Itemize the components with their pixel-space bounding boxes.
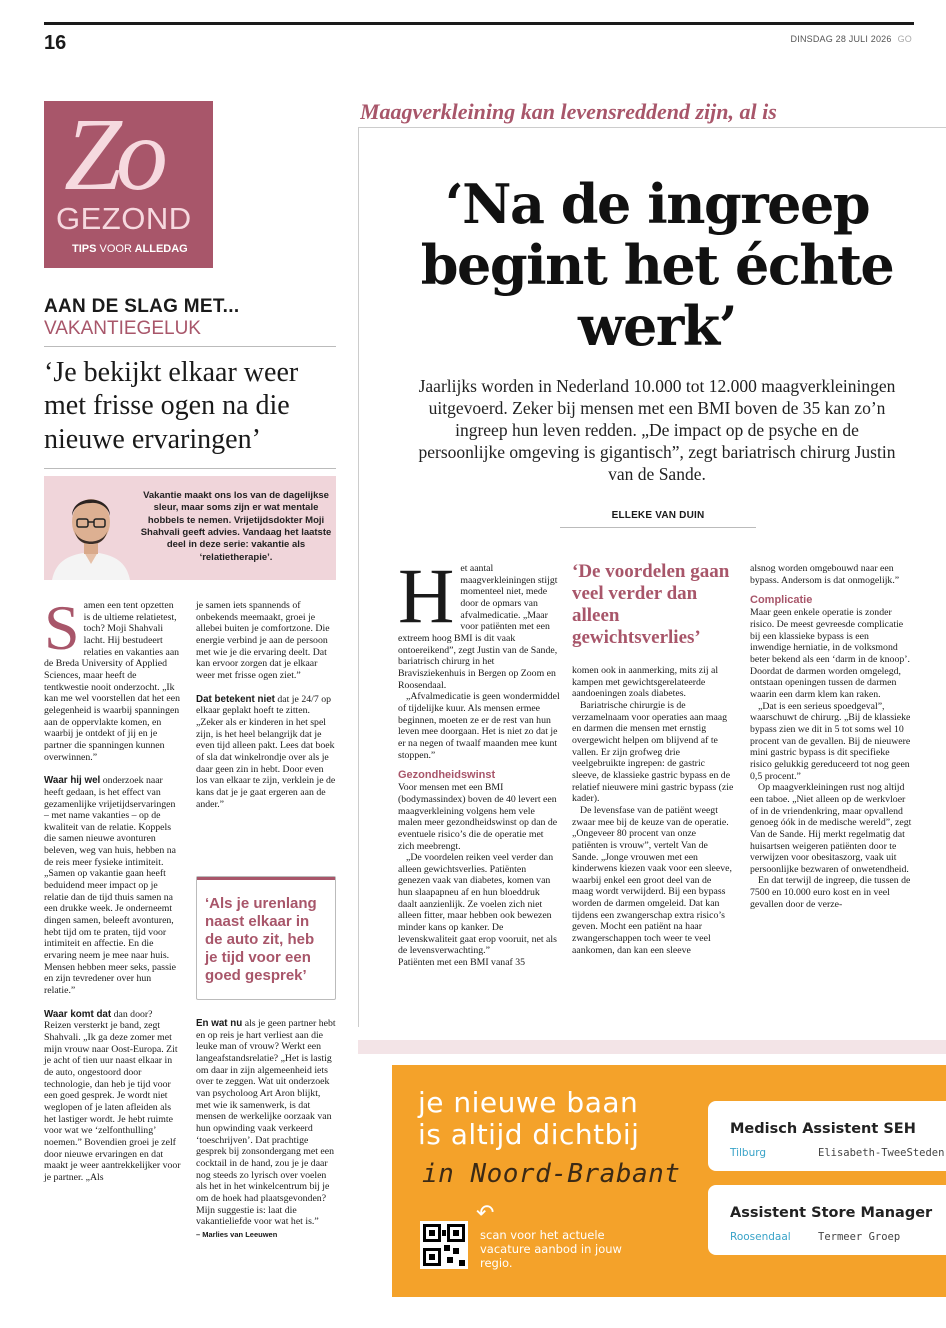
paragraph: Voor mensen met een BMI (bodymassindex) boven de 40 levert een maagverkleining volgens hem vele malen meer gezondheidswinst op dan de eventuele risico’s die de operatie met zich meebrengt. bbox=[398, 782, 558, 852]
left-column-1 bbox=[44, 592, 182, 1184]
job-location: Roosendaal bbox=[730, 1231, 791, 1243]
paragraph: et aantal maagverkleiningen stijgt momenteel niet, mede door de opmars van afvalmedicatie. „Maar voor patiënten met een extreem hoog BMI is dit vaak ontoereikend”, zegt Justin van de Sande, bariatrisch chirurg in het Bravisziekenhuis in Bergen op Zoom en Roosendaal. bbox=[398, 563, 558, 691]
job-card[interactable] bbox=[708, 1101, 946, 1171]
lead-in: Waar hij wel bbox=[44, 775, 101, 787]
article-column-2 bbox=[572, 665, 734, 956]
section-mark: GO bbox=[897, 34, 912, 44]
author-credit: – Marlies van Leeuwen bbox=[196, 1229, 278, 1239]
divider bbox=[44, 346, 336, 347]
paragraph: En dat terwijl de ingreep, die tussen de 7500 en 10.000 euro kost en in veel gevallen door de verze- bbox=[750, 875, 911, 910]
paragraph: „De voordelen reiken veel verder dan alleen gewichtsverlies. Patiënten genezen vaak van diabetes, komen van hun slaapapneu af en hun bloeddruk daalt aanzienlijk. Ze voelen zich niet alleen fitter, maar hebben ook bewezen minder kans op kanker. De levenskwaliteit gaat erop vooruit, net als de levensverwachting.” bbox=[398, 852, 557, 957]
paragraph bbox=[196, 694, 336, 811]
paragraph-text: als je geen partner hebt en op reis je hart verliest aan die leuke man of vrouw? Werkt een langeafstandsrelatie? „Het is lastig om daar in zijn algemeenheid iets over te zeggen. Wat uit onderzoek van psycholoog Art Aron blijkt, met wie ik samenwerk, is dat mensen de werkelijke oorzaak van hun opwinding vaak verkeerd ‘toeschrijven’. Dat prachtige gesprek bij zonsondergang met een cocktail in de hand, zou je je daar nog steeds zo lyrisch over voelen als het in het winkelcentrum bij je om de hoek had plaatsgevonden? Mijn suggestie is: laat die vakantieliefde voor wat het is.” bbox=[196, 1018, 336, 1228]
article-byline: ELLEKE VAN DUIN bbox=[560, 510, 756, 528]
intro-text: Vakantie maakt ons los van de dagelijkse sleur, maar soms zijn er wat mentale hobbels te nemen. Vrijetijdsdokter Moji Shahvali geeft advies. Vandaag het laatste deel in deze serie: vakantie als ‘relatietherapie’. bbox=[140, 490, 332, 563]
dropcap: H bbox=[398, 552, 455, 639]
ad-headline-line1: je nieuwe baan bbox=[418, 1086, 639, 1119]
date: DINSDAG 28 JULI 2026 bbox=[790, 34, 892, 44]
paragraph: je samen iets spannends of onbekends meemaakt, groei je allebei buiten je comfortzone. Die energie verbind je aan de persoon met wie je die ervaring deelt. Dat kan ervoor zorgen dat je elkaar weer met frisse ogen ziet.” bbox=[196, 600, 330, 681]
left-headline: ‘Je bekijkt elkaar weer met frisse ogen na die nieuwe ervaringen’ bbox=[44, 357, 299, 455]
ad-headline bbox=[418, 1087, 639, 1152]
qr-code-icon[interactable] bbox=[420, 1221, 468, 1269]
article-deck: Jaarlijks worden in Nederland 10.000 tot 12.000 maagverkleiningen uitgevoerd. Zeker bij mensen met een BMI boven de 35 kan zo’n ingreep hun leven redden. „De impact op de psyche en de persoonlijke omgeving is gigantisch”, zegt bariatrisch chirurg Justin van de Sande. bbox=[418, 376, 896, 484]
job-location: Tilburg bbox=[730, 1147, 767, 1159]
paragraph: alsnog worden omgebouwd naar een bypass. Andersom is dat onmogelijk.” bbox=[750, 563, 900, 586]
intro-box bbox=[44, 476, 336, 580]
article-headline: ‘Na de ingreep begint het échte werk’ bbox=[420, 172, 894, 359]
paragraph: Patiënten met een BMI vanaf 35 bbox=[398, 957, 526, 969]
paragraph-text: dan door? Reizen versterkt je band, zegt Shahvali. „Ik ga deze zomer met mijn vrouw naar Oost-Europa. Zit je acht of tien uur naast elkaar in de auto, ongestoord door technologie, dan heb je tijd voor een goed gesprek. Je wordt niet weglopen of je laten afleiden als het lastiger wordt. Je hebt ruimte voor wat we ‘zelfonthulling’ noemen.” Bovendien groei je zelf door nieuwe ervaringen en dat maakt je weer aantrekkelijker voor je partner. „Als bbox=[44, 1008, 181, 1183]
logo-tagline bbox=[72, 243, 188, 255]
paragraph: Maar geen enkele operatie is zonder risico. De meest gevreesde complicatie bij een klassieke bypass is een inwendige herniatie, in de volksmond beter bekend als een ‘darm in de knoop’. Doordat de darmen worden omgelegd, ontstaan openingen tussen de darmen waarin een darm klem kan raken. bbox=[750, 607, 910, 700]
job-title: Medisch Assistent SEH bbox=[730, 1121, 916, 1137]
divider-bar bbox=[358, 1040, 946, 1054]
paragraph: „Dat is een serieus spoedgeval”, waarschuwt de chirurg. „Bij de klassieke bypass zien we dit in 5 tot soms wel 10 procent van de gevallen. Bij de nieuwere mini gastric bypass is dit specifieke risico gelukkig gereduceerd tot nog geen 0,5 procent.” bbox=[750, 700, 911, 782]
top-rule bbox=[44, 22, 914, 25]
logo-zo: Zo bbox=[64, 101, 162, 212]
paragraph bbox=[44, 1009, 182, 1184]
pull-quote-article: ‘De voordelen gaan veel verder dan alleen gewichtsverlies’ bbox=[572, 561, 730, 648]
avatar bbox=[48, 482, 134, 580]
lead-in: Dat betekent niet bbox=[196, 693, 275, 705]
paragraph: Op maagverkleiningen rust nog altijd een taboe. „Niet alleen op de werkvloer of in de vriendenkring, maar opvallend genoeg óók in de medische wereld”, zegt Van de Sande. Hij merkt regelmatig dat huisartsen weigeren patiënten door te verwijzen voor obesitaszorg, vaak uit persoonlijke bezwaren of onwetendheid. bbox=[750, 782, 912, 875]
article-column-1 bbox=[398, 552, 560, 969]
job-card[interactable] bbox=[708, 1185, 946, 1255]
left-kicker-sub: VAKANTIEGELUK bbox=[44, 318, 201, 339]
paragraph-text: dat je 24/7 op elkaar geplakt hoeft te zitten. „Zeker als er kinderen in het spel zijn, is het heel belangrijk dat je even tijd alleen pakt. Lees dat boek of sla dat winkelrondje over als je daar geen zin in hebt. Door even los van elkaar te zijn, verklein je de kans dat je je gaat ergeren aan de ander.” bbox=[196, 693, 336, 810]
paragraph-text: onderzoek naar heeft gedaan, is het effect van gezamenlijke vrijetijdservaringen – met name vakanties – op de kwaliteit van de relatie. Koppels die samen nieuwe avonturen beleven, weg van huis, hebben na de reis meer fysieke intimiteit. „Samen op vakantie gaan heeft beduidend meer impact op je relatie dan de tijd thuis samen na een drukke week. Je onderneemt dingen samen, beleeft avonturen, hebt tijd om te praten, tijd voor intimiteit en affectie. En die ervaring neem je mee naar huis. Mensen hebben meer seks, passie en zijn tevredener over hun relatie.” bbox=[44, 775, 176, 996]
tagline-alledag: ALLEDAG bbox=[131, 243, 188, 255]
lead-in: En wat nu bbox=[196, 1018, 243, 1029]
job-advertisement[interactable] bbox=[392, 1065, 946, 1297]
arrow-icon: ↶ bbox=[476, 1201, 495, 1226]
subhead: Complicatie bbox=[750, 594, 813, 607]
logo-gezond: GEZOND bbox=[56, 201, 192, 236]
paragraph: De levensfase van de patiënt weegt zwaar mee bij de keuze van de operatie. „Ongeveer 80 procent van onze patiënten is vrouw”, vertelt Van de Sande. „Jonge vrouwen met een kinderwens kiezen vaak voor een sleeve, waarbij enkel een groot deel van de maag wordt verwijderd. Bij een bypass worden de darmen omgeleid. Dat kan tijdens een zwangerschap extra risico’s geven. Mocht een patiënt na haar zwangerschappen toch weer te veel aankomen, dan kan een sleeve bbox=[572, 804, 732, 956]
paragraph bbox=[196, 1018, 336, 1228]
section-headline: Maagverkleining kan levensreddend zijn, al is bbox=[360, 99, 777, 124]
divider bbox=[44, 468, 336, 469]
paragraph: amen een tent opzetten is de ultieme relatietest, toch? Moji Shahvali lacht. Hij bestudeert relaties en vakanties aan de Breda University of Applied Sciences, maar heeft de tentkwestie nooit onderzocht. „Ik kan me wel voorstellen dat het een gelegenheid is waarbij spanningen aan de oppervlakte komen, en waarbij je ontdekt of jij en je partner die spanningen kunnen overwinnen.” bbox=[44, 600, 181, 763]
paragraph: komen ook in aanmerking, mits zij al kampen met gewichtsgerelateerde aandoeningen zoals diabetes. bbox=[572, 665, 719, 700]
pull-quote-left: ‘Als je urenlang naast elkaar in de auto zit, heb je tijd voor een goed gesprek’ bbox=[196, 876, 336, 1000]
left-kicker: AAN DE SLAG MET... bbox=[44, 296, 240, 317]
left-column-2b bbox=[196, 1018, 336, 1239]
paragraph bbox=[44, 775, 182, 996]
lead-in: Waar komt dat bbox=[44, 1008, 112, 1020]
left-column-2 bbox=[196, 600, 336, 810]
tagline-voor: VOOR bbox=[99, 243, 132, 255]
job-title: Assistent Store Manager bbox=[730, 1205, 933, 1221]
dateline bbox=[791, 34, 912, 44]
ad-region: in Noord-Brabant bbox=[422, 1159, 681, 1189]
paragraph: „Afvalmedicatie is geen wondermiddel of tijdelijke kuur. Als mensen ermee beginnen, moeten ze er de rest van hun leven mee doorgaan. Het is niet zo dat je er na negen of twaalf maanden mee kunt stoppen.” bbox=[398, 691, 560, 761]
paragraph: Bariatrische chirurgie is de verzamelnaam voor operaties aan maag en darmen die mensen met ernstig overgewicht helpen om blijvend af te vallen. Er zijn grofweg drie veelgebruikte ingrepen: de gastric sleeve, de klassieke gastric bypass en de relatief nieuwere mini gastric bypass (zie kader). bbox=[572, 699, 734, 805]
page-number: 16 bbox=[44, 32, 67, 54]
job-company: Termeer Groep bbox=[818, 1231, 901, 1243]
dropcap: S bbox=[44, 592, 80, 663]
zo-gezond-logo bbox=[44, 101, 213, 268]
ad-headline-line2: is altijd dichtbij bbox=[418, 1118, 640, 1152]
tagline-tips: TIPS bbox=[72, 243, 100, 255]
job-company: Elisabeth-TweeSteden bbox=[818, 1147, 945, 1159]
subhead: Gezondheidswinst bbox=[398, 769, 496, 782]
article-column-3 bbox=[750, 563, 912, 910]
ad-scan-text: scan voor het actuele vacature aanbod in jouw regio. bbox=[480, 1228, 622, 1270]
